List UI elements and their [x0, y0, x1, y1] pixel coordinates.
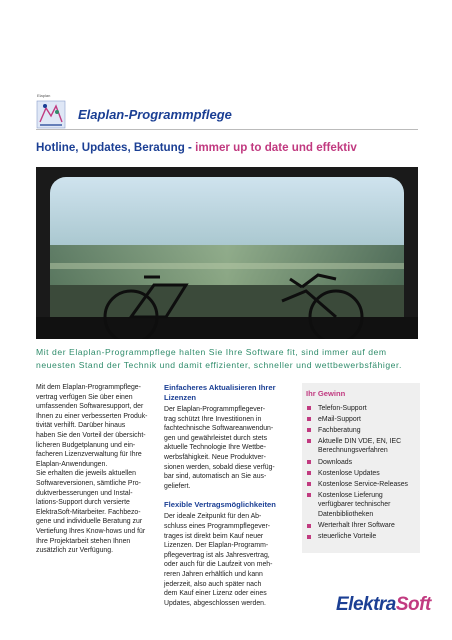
- page-title: Elaplan-Programmpflege: [78, 107, 232, 122]
- elaplan-logo-icon: [36, 94, 66, 130]
- license-update-text: Der Elaplan-Programmpflegever- trag schützt Ihre Investitionen in fachtechnische Softwareanwendun- gen und gewährleistet durch stets aktuelle Technologie Ihre Wettbe- werbsfähigkeit. Neue Produktver- sionen werden, sobald diese verfüg- bar sind, automatisch an Sie aus- geliefert.: [164, 406, 275, 490]
- subtitle-separator: -: [184, 141, 196, 154]
- gain-box: [302, 383, 420, 553]
- square-bullet-icon: [307, 460, 311, 464]
- square-bullet-icon: [307, 535, 311, 539]
- list-item: Kostenlose Service-Releases: [306, 480, 416, 490]
- gain-list: [306, 404, 416, 542]
- square-bullet-icon: [307, 471, 311, 475]
- square-bullet-icon: [307, 524, 311, 528]
- list-item: Werterhalt Ihrer Software: [306, 521, 416, 531]
- column-left: [36, 383, 154, 556]
- square-bullet-icon: [307, 428, 311, 432]
- logo-label: Elaplan: [37, 93, 51, 98]
- square-bullet-icon: [307, 482, 311, 486]
- subtitle-main: Hotline, Updates, Beratung: [36, 141, 185, 154]
- elektrasoft-logo: [336, 594, 431, 616]
- support-description: Mit dem Elaplan-Programmpflege- vertrag verfügen Sie über einen umfassenden Softwaresupport, der Ihnen zu einer verbesserten Produk- tivität verhilft. Darüber hinaus haben Sie den Vorteil der übersicht- licheren Budgetplanung und ein- facheren Lizenzverwaltung für Ihre Elaplan-Anwendungen. Sie erhalten die jeweils aktuellen Softwareversionen, sämtliche Pro- duktverbesserungen und Instal- lations-Support durch versierte ElektraSoft-Mitarbeiter. Fachbezo- gene und individuelle Beratung zur Vertiefung Ihres Know-hows und für Ihre Projektarbeit stehen Ihnen zusätzlich zur Verfügung.: [36, 384, 148, 555]
- column-middle: [164, 383, 292, 608]
- list-item: Aktuelle DIN VDE, EN, IEC Berechnungsverfahren: [306, 437, 416, 456]
- list-item: eMail-Support: [306, 415, 416, 425]
- contract-options-text: Der ideale Zeitpunkt für den Ab- schluss eines Programmpflegever- trages ist direkt beim Kauf neuer Lizenzen. Der Elaplan-Programm- pflegevertrag ist als Jahresvertrag, oder auch für die Laufzeit von meh- reren Jahren erhältlich und kann jederzeit, also auch später nach dem Kauf einer Lizenz oder eines Updates, abgeschlossen werden.: [164, 513, 273, 607]
- list-item: Fachberatung: [306, 426, 416, 436]
- brand-part2: Soft: [395, 594, 431, 615]
- list-item: Kostenlose Updates: [306, 469, 416, 479]
- square-bullet-icon: [307, 406, 311, 410]
- subtitle-accent: immer up to date und effektiv: [195, 141, 357, 154]
- list-item: Downloads: [306, 458, 416, 468]
- title-divider: [36, 129, 418, 130]
- square-bullet-icon: [307, 493, 311, 497]
- intro-text: Mit der Elaplan-Programmpflege halten Sie Ihre Software fit, sind immer auf dem neuesten Stand der Technik und damit effizienter, schneller und wettbewerbsfähiger.: [36, 347, 402, 370]
- list-item: Kostenlose Lieferung verfügbarer technischer Datenbibliotheken: [306, 491, 416, 520]
- square-bullet-icon: [307, 417, 311, 421]
- page-subtitle: [36, 141, 357, 154]
- list-item: Telefon-Support: [306, 404, 416, 414]
- heading-contract-options: Flexible Vertragsmöglichkeiten: [164, 500, 276, 510]
- heading-license-update: Einfacheres Aktualisieren Ihrer Lizenzen: [164, 383, 276, 402]
- train-window-photo: [36, 167, 418, 339]
- list-item: steuerliche Vorteile: [306, 532, 416, 542]
- gain-heading: Ihr Gewinn: [306, 389, 346, 398]
- brand-part1: Elektra: [336, 594, 396, 615]
- square-bullet-icon: [307, 439, 311, 443]
